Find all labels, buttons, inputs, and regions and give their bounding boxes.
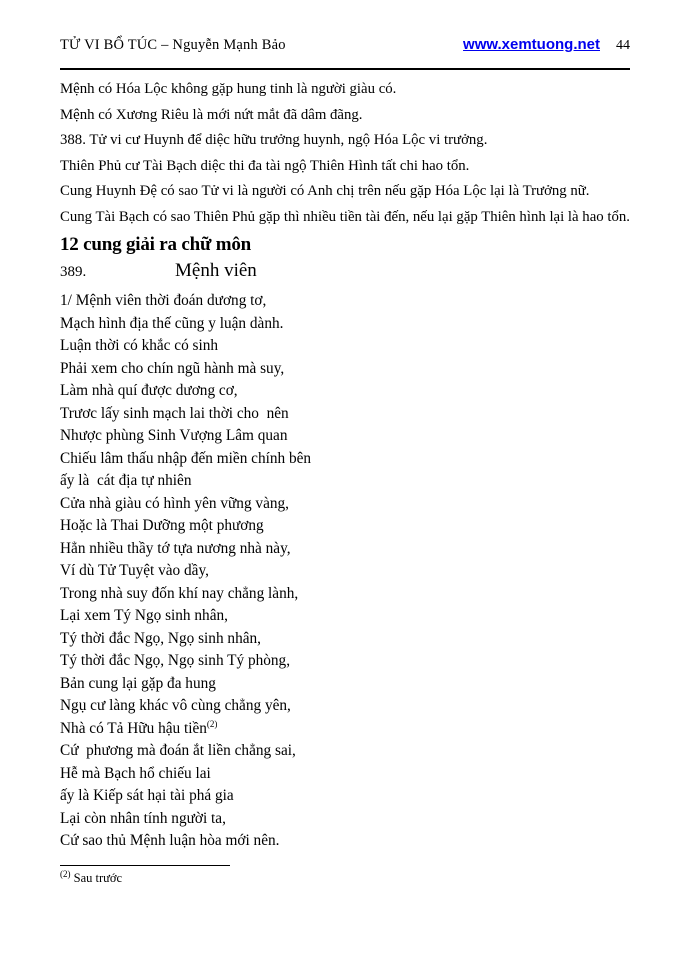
poem-line — [60, 425, 630, 448]
poem-line — [60, 583, 630, 606]
poem-line — [60, 515, 630, 538]
poem-line — [60, 763, 630, 786]
poem-line-text: Cửa nhà giàu có hình yên vững vàng, — [60, 494, 289, 512]
poem-line — [60, 628, 630, 651]
poem-number: 389. — [60, 264, 87, 280]
poem-line-text: Luận thời có khắc có sinh — [60, 337, 219, 354]
poem-line-text: Hoặc là Thai Dưỡng một phương — [60, 517, 264, 534]
poem-line — [60, 605, 630, 628]
poem-line — [60, 470, 630, 493]
poem-line-text: Mạch hình địa thế cũng y luận dành. — [60, 314, 284, 332]
poem-line — [60, 808, 630, 831]
poem-header — [60, 260, 630, 286]
paragraph-line: Mệnh có Hóa Lộc không gặp hung tinh là người giàu có. — [60, 81, 397, 97]
website-link[interactable]: www.xemtuong.net — [463, 36, 600, 53]
footnote-text — [60, 868, 630, 886]
book-title: TỬ VI BỔ TÚC – Nguyễn Mạnh Bảo — [60, 37, 286, 53]
poem-line — [60, 290, 630, 313]
poem-line-text: Trươc lấy sinh mạch lai thời cho nên — [60, 404, 289, 422]
footnote-marker: (2) — [60, 868, 71, 879]
poem-line-text: Tý thời đắc Ngọ, Ngọ sinh nhân, — [60, 629, 261, 647]
footnote-reference: (2) — [206, 718, 218, 729]
paragraphs-section — [60, 80, 630, 227]
poem-line — [60, 673, 630, 696]
poem-line-text: Nhà có Tả Hữu hậu tiền — [60, 719, 207, 737]
poem-line-text: Ví dù Tử Tuyệt vào dầy, — [60, 562, 209, 579]
poem-line — [60, 358, 630, 381]
poem-line — [60, 695, 630, 718]
poem-line — [60, 560, 630, 583]
header-rule — [60, 68, 630, 70]
poem-line-text: Hễ mà Bạch hổ chiếu lai — [60, 764, 211, 782]
poem-line-text: Ngụ cư làng khác vô cùng chẳng yên, — [60, 697, 291, 714]
poem-line — [60, 380, 630, 403]
poem-line — [60, 740, 630, 763]
header-right — [463, 36, 630, 54]
poem-title: Mệnh viên — [175, 260, 257, 281]
poem-line-text: Trong nhà suy đốn khí nay chẳng lành, — [60, 584, 299, 602]
page-header — [60, 36, 630, 56]
poem-line — [60, 493, 630, 516]
footnote-divider — [60, 865, 230, 866]
poem-line — [60, 830, 630, 853]
poem-line-text: Phải xem cho chín ngũ hành mà suy, — [60, 359, 285, 377]
poem-line — [60, 448, 630, 471]
paragraph-line: Mệnh có Xương Riêu là mới nứt mắt đã dâm đãng. — [60, 106, 363, 123]
poem-line-text: Hẳn nhiều thầy tớ tựa nương nhà này, — [60, 539, 291, 557]
paragraph-line: Thiên Phủ cư Tài Bạch diệc thi đa tài ngộ Thiên Hình tất chi hao tổn. — [60, 157, 470, 174]
poem-line-text: Cứ phương mà đoán ắt liền chẳng sai, — [60, 742, 296, 759]
poem-line-text: Lại xem Tý Ngọ sinh nhân, — [60, 607, 228, 624]
poem-line-text: Bản cung lại gặp đa hung — [60, 674, 216, 692]
poem-line-text: Làm nhà quí được dương cơ, — [60, 382, 238, 399]
poem-line-text: Nhược phùng Sinh Vượng Lâm quan — [60, 427, 288, 444]
poem-body — [60, 290, 630, 853]
poem-line-text: Lại còn nhân tính người ta, — [60, 809, 226, 827]
poem-line — [60, 650, 630, 673]
poem-line-text: Chiếu lâm thấu nhập đến miền chính bên — [60, 449, 312, 467]
poem-line — [60, 538, 630, 561]
poem-line — [60, 403, 630, 426]
poem-line-text: ấy là Kiếp sát hại tài phá gia — [60, 787, 234, 804]
paragraph-line: Cung Huynh Đệ có sao Tử vi là người có Anh chị trên nếu gặp Hóa Lộc lại là Trưởng nữ. — [60, 183, 590, 199]
page-number: 44 — [616, 38, 630, 53]
poem-line — [60, 785, 630, 808]
poem-line — [60, 313, 630, 336]
poem-line-text: ấy là cát địa tự nhiên — [60, 472, 192, 489]
poem-line — [60, 335, 630, 358]
paragraph-line: Cung Tài Bạch có sao Thiên Phủ gặp thì nhiều tiền tài đến, nếu lại gặp Thiên hình lại là hao tổn. — [60, 208, 630, 225]
section-heading: 12 cung giải ra chữ môn — [60, 234, 252, 255]
footnote — [60, 865, 630, 886]
footnote-label: Sau trước — [73, 870, 123, 885]
poem-line-text: 1/ Mệnh viên thời đoán dương tơ, — [60, 292, 267, 309]
poem-line — [60, 718, 630, 741]
poem-line-text: Cứ sao thủ Mệnh luận hòa mới nên. — [60, 832, 280, 849]
poem-line-text: Tý thời đắc Ngọ, Ngọ sinh Tý phòng, — [60, 652, 291, 669]
paragraph-line: 388. Tử vi cư Huynh để diệc hữu trưởng huynh, ngộ Hóa Lộc vi trưởng. — [60, 132, 488, 148]
